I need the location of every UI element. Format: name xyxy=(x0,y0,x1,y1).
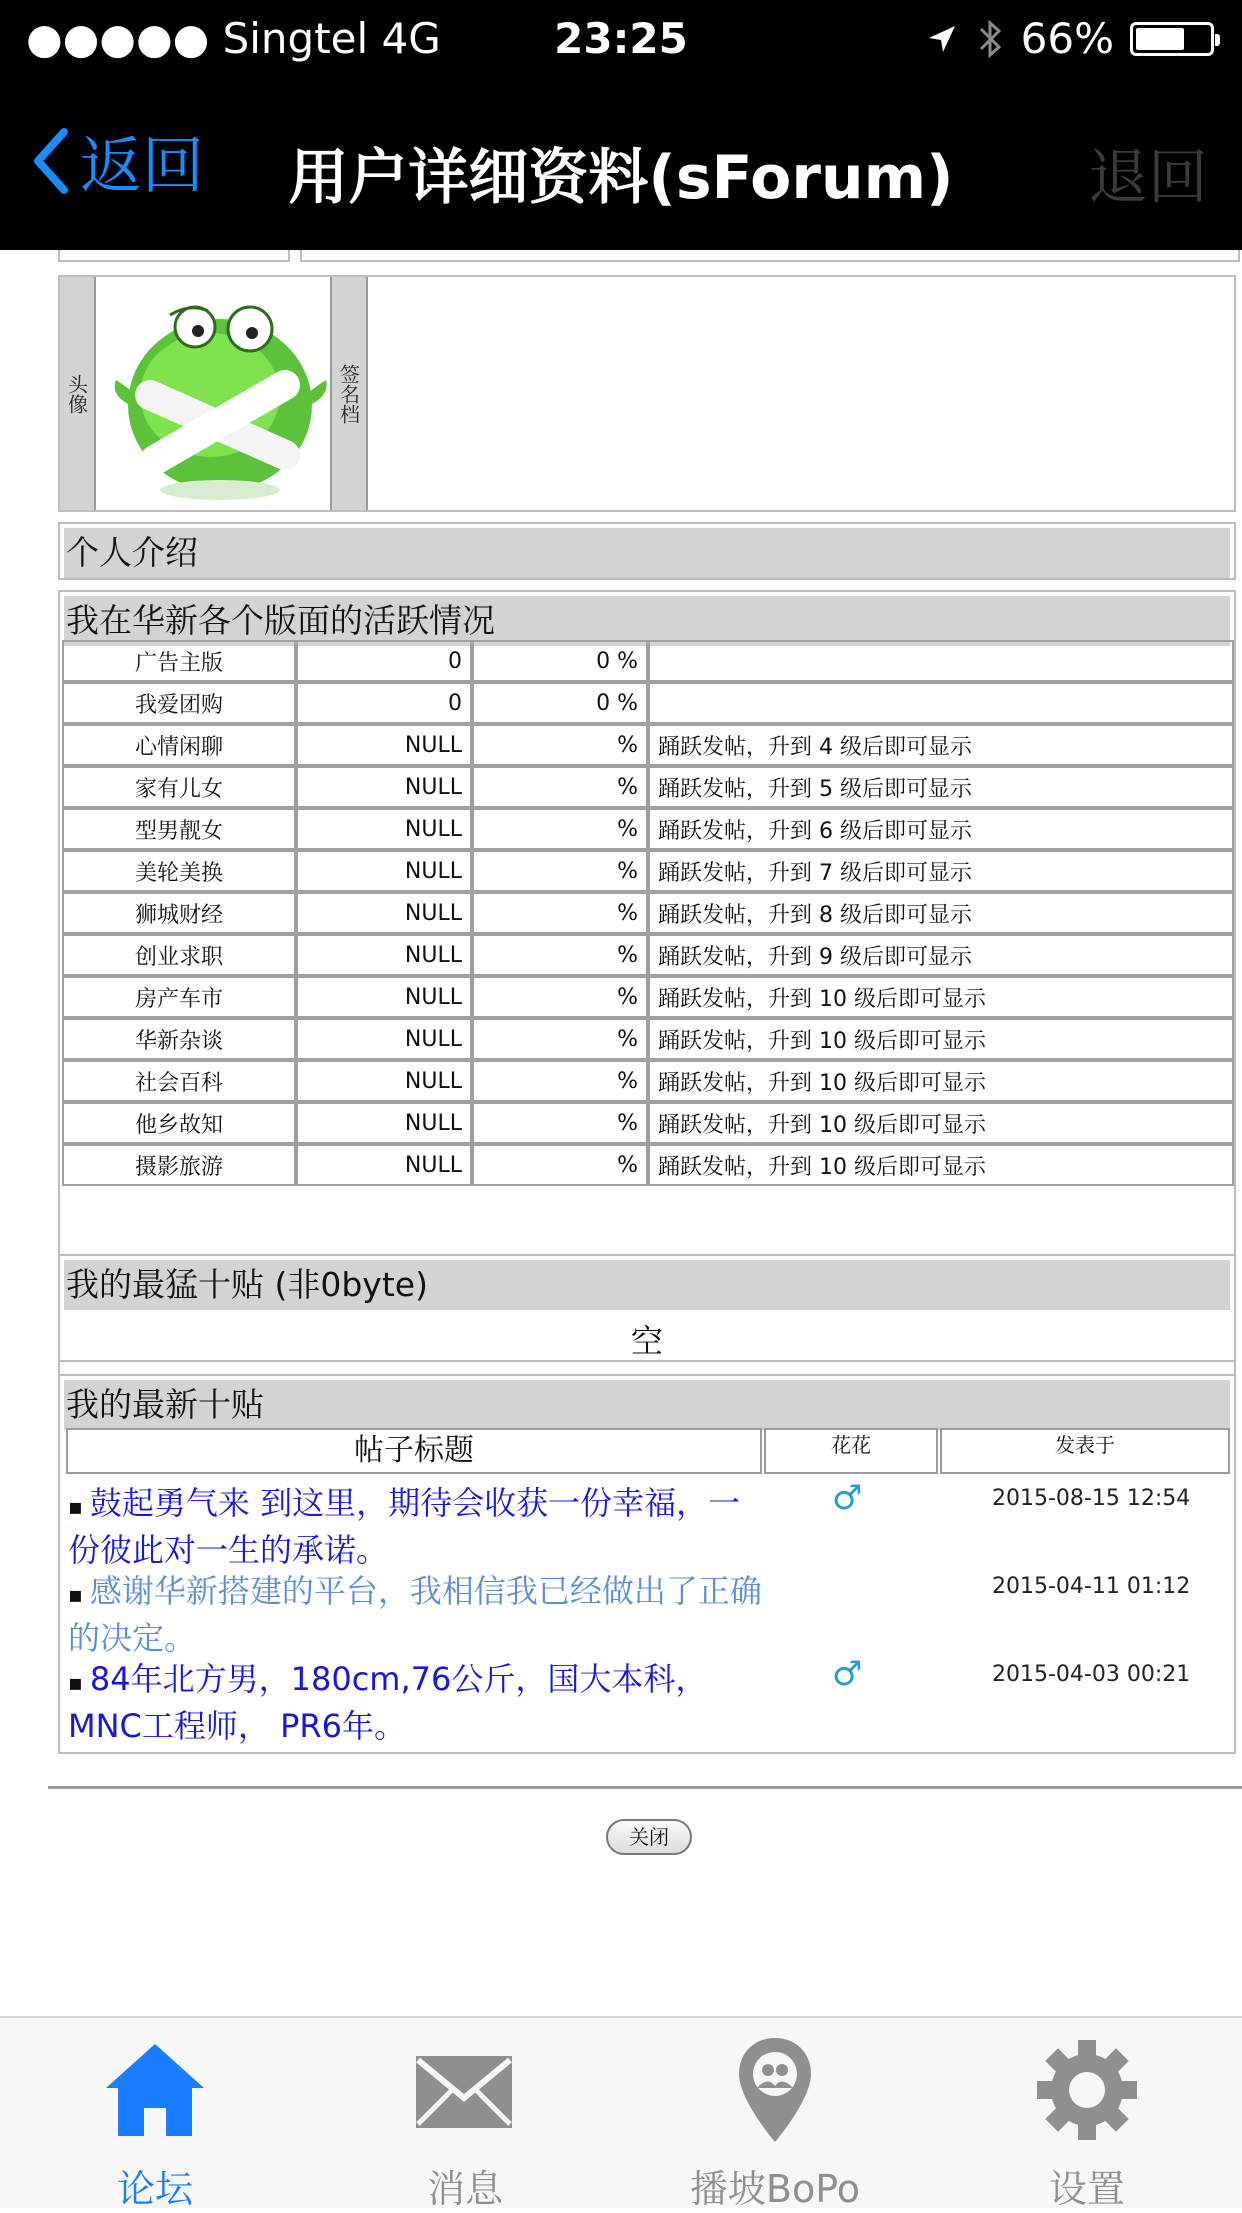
post-title-link[interactable] xyxy=(68,1482,768,1571)
activity-row xyxy=(62,808,1234,850)
logout-button[interactable]: 退回 xyxy=(1088,143,1208,213)
post-percent: % xyxy=(472,1102,648,1144)
tab-messages-label: 消息 xyxy=(426,2167,503,2211)
activity-note: 踊跃发帖，升到 10 级后即可显示 xyxy=(648,976,1234,1018)
forum-name: 美轮美换 xyxy=(62,850,296,892)
post-count: NULL xyxy=(296,1144,472,1186)
activity-row xyxy=(62,1144,1234,1186)
tab-messages[interactable] xyxy=(310,2018,620,2211)
post-title-text: 鼓起勇气来 到这里，期待会收获一份幸福，一份彼此对一生的承诺。 xyxy=(68,1484,741,1569)
tab-bopo[interactable] xyxy=(620,2018,930,2211)
tab-forum[interactable] xyxy=(0,2018,310,2211)
forum-name: 华新杂谈 xyxy=(62,1018,296,1060)
forum-name: 心情闲聊 xyxy=(62,724,296,766)
activity-note: 踊跃发帖，升到 8 级后即可显示 xyxy=(648,892,1234,934)
forum-name: 广告主版 xyxy=(62,640,296,682)
activity-row xyxy=(62,640,1234,682)
post-count: NULL xyxy=(296,976,472,1018)
forum-name: 他乡故知 xyxy=(62,1102,296,1144)
post-count: NULL xyxy=(296,766,472,808)
post-count: NULL xyxy=(296,1060,472,1102)
signature-label: 签名档 xyxy=(330,277,368,510)
post-title-text: 84年北方男，180cm,76公斤，国大本科，MNC工程师， PR6年。 xyxy=(68,1660,708,1745)
forum-name: 家有儿女 xyxy=(62,766,296,808)
col-header-date: 发表于 xyxy=(940,1428,1230,1474)
top-posts-heading: 我的最猛十贴 (非0byte) xyxy=(64,1260,1230,1310)
back-button[interactable] xyxy=(30,116,204,205)
location-pin-icon xyxy=(735,2034,815,2146)
top-posts-empty: 空 xyxy=(630,1322,663,1360)
close-button[interactable]: 关闭 xyxy=(606,1819,692,1855)
avatar-image xyxy=(100,285,340,505)
forum-name: 型男靓女 xyxy=(62,808,296,850)
post-count: NULL xyxy=(296,1018,472,1060)
activity-table xyxy=(62,640,1234,1186)
activity-row xyxy=(62,934,1234,976)
activity-note: 踊跃发帖，升到 10 级后即可显示 xyxy=(648,1060,1234,1102)
back-label: 返回 xyxy=(80,129,205,202)
activity-note: 踊跃发帖，升到 6 级后即可显示 xyxy=(648,808,1234,850)
latest-posts-heading: 我的最新十贴 xyxy=(64,1380,1230,1430)
activity-note: 踊跃发帖，升到 7 级后即可显示 xyxy=(648,850,1234,892)
post-count: 0 xyxy=(296,640,472,682)
post-percent: % xyxy=(472,1018,648,1060)
forum-name: 摄影旅游 xyxy=(62,1144,296,1186)
post-count: NULL xyxy=(296,808,472,850)
forum-name: 狮城财经 xyxy=(62,892,296,934)
activity-row xyxy=(62,1060,1234,1102)
cutoff-box-left xyxy=(58,250,290,262)
tab-bopo-label: 播坡BoPo xyxy=(689,2167,861,2211)
male-icon: ♂ xyxy=(832,1654,863,1694)
activity-row xyxy=(62,976,1234,1018)
col-header-flower: 花花 xyxy=(764,1428,938,1474)
page-title: 用户详细资料(sForum) xyxy=(288,143,954,213)
activity-row xyxy=(62,766,1234,808)
post-count: 0 xyxy=(296,682,472,724)
activity-note xyxy=(648,682,1234,724)
post-title-link[interactable] xyxy=(68,1658,768,1747)
tab-settings-label: 设置 xyxy=(1048,2167,1125,2211)
activity-note: 踊跃发帖，升到 9 级后即可显示 xyxy=(648,934,1234,976)
bluetooth-icon xyxy=(975,17,1005,61)
post-count: NULL xyxy=(296,1102,472,1144)
post-percent: % xyxy=(472,1060,648,1102)
intro-section xyxy=(58,522,1236,580)
activity-note: 踊跃发帖，升到 5 级后即可显示 xyxy=(648,766,1234,808)
divider xyxy=(48,1786,1242,1789)
forum-name: 创业求职 xyxy=(62,934,296,976)
post-percent: % xyxy=(472,1144,648,1186)
tab-forum-label: 论坛 xyxy=(116,2167,193,2211)
top-posts-section xyxy=(58,1254,1236,1362)
avatar-signature-box xyxy=(58,275,1236,512)
battery-icon xyxy=(1130,22,1214,56)
post-count: NULL xyxy=(296,934,472,976)
forum-name: 房产车市 xyxy=(62,976,296,1018)
bullet-icon: ▪ xyxy=(68,1583,90,1608)
post-title-link[interactable] xyxy=(68,1570,768,1659)
forum-name: 我爱团购 xyxy=(62,682,296,724)
status-right xyxy=(925,14,1214,63)
post-percent: % xyxy=(472,892,648,934)
activity-row xyxy=(62,892,1234,934)
post-date: 2015-08-15 12:54 xyxy=(992,1486,1191,1511)
activity-note xyxy=(648,640,1234,682)
activity-heading: 我在华新各个版面的活跃情况 xyxy=(64,596,1230,646)
activity-row xyxy=(62,1102,1234,1144)
chevron-left-icon xyxy=(30,126,70,196)
post-percent: % xyxy=(472,934,648,976)
post-percent: % xyxy=(472,808,648,850)
activity-row xyxy=(62,724,1234,766)
post-date: 2015-04-03 00:21 xyxy=(992,1662,1191,1687)
gear-icon xyxy=(1035,2038,1139,2142)
forum-name: 社会百科 xyxy=(62,1060,296,1102)
post-percent: % xyxy=(472,724,648,766)
activity-note: 踊跃发帖，升到 10 级后即可显示 xyxy=(648,1144,1234,1186)
post-percent: % xyxy=(472,766,648,808)
post-percent: % xyxy=(472,850,648,892)
activity-row xyxy=(62,682,1234,724)
post-percent: % xyxy=(472,976,648,1018)
location-arrow-icon xyxy=(925,22,959,56)
activity-row xyxy=(62,1018,1234,1060)
activity-note: 踊跃发帖，升到 10 级后即可显示 xyxy=(648,1018,1234,1060)
activity-note: 踊跃发帖，升到 10 级后即可显示 xyxy=(648,1102,1234,1144)
nav-bar xyxy=(0,80,1242,250)
profile-content[interactable] xyxy=(0,250,1242,2016)
cutoff-box-right xyxy=(300,250,1240,262)
activity-row xyxy=(62,850,1234,892)
bullet-icon: ▪ xyxy=(68,1495,90,1520)
bullet-icon: ▪ xyxy=(68,1671,90,1696)
col-header-title: 帖子标题 xyxy=(66,1428,762,1474)
post-date: 2015-04-11 01:12 xyxy=(992,1574,1191,1599)
post-title-text: 感谢华新搭建的平台，我相信我已经做出了正确的决定。 xyxy=(68,1572,762,1657)
post-count: NULL xyxy=(296,724,472,766)
avatar-label: 头像 xyxy=(60,277,96,510)
carrier-signal: ●●●●● Singtel 4G xyxy=(26,14,441,63)
post-percent: 0 % xyxy=(472,682,648,724)
mail-icon xyxy=(414,2054,514,2130)
battery-percent: 66% xyxy=(1020,14,1114,63)
post-count: NULL xyxy=(296,850,472,892)
intro-heading: 个人介绍 xyxy=(64,528,1230,578)
home-icon xyxy=(100,2040,210,2140)
status-time: 23:25 xyxy=(554,14,688,63)
tab-bar xyxy=(0,2016,1242,2211)
post-count: NULL xyxy=(296,892,472,934)
male-icon: ♂ xyxy=(832,1478,863,1518)
post-percent: 0 % xyxy=(472,640,648,682)
activity-note: 踊跃发帖，升到 4 级后即可显示 xyxy=(648,724,1234,766)
tab-settings[interactable] xyxy=(932,2018,1242,2211)
status-bar xyxy=(0,0,1242,80)
